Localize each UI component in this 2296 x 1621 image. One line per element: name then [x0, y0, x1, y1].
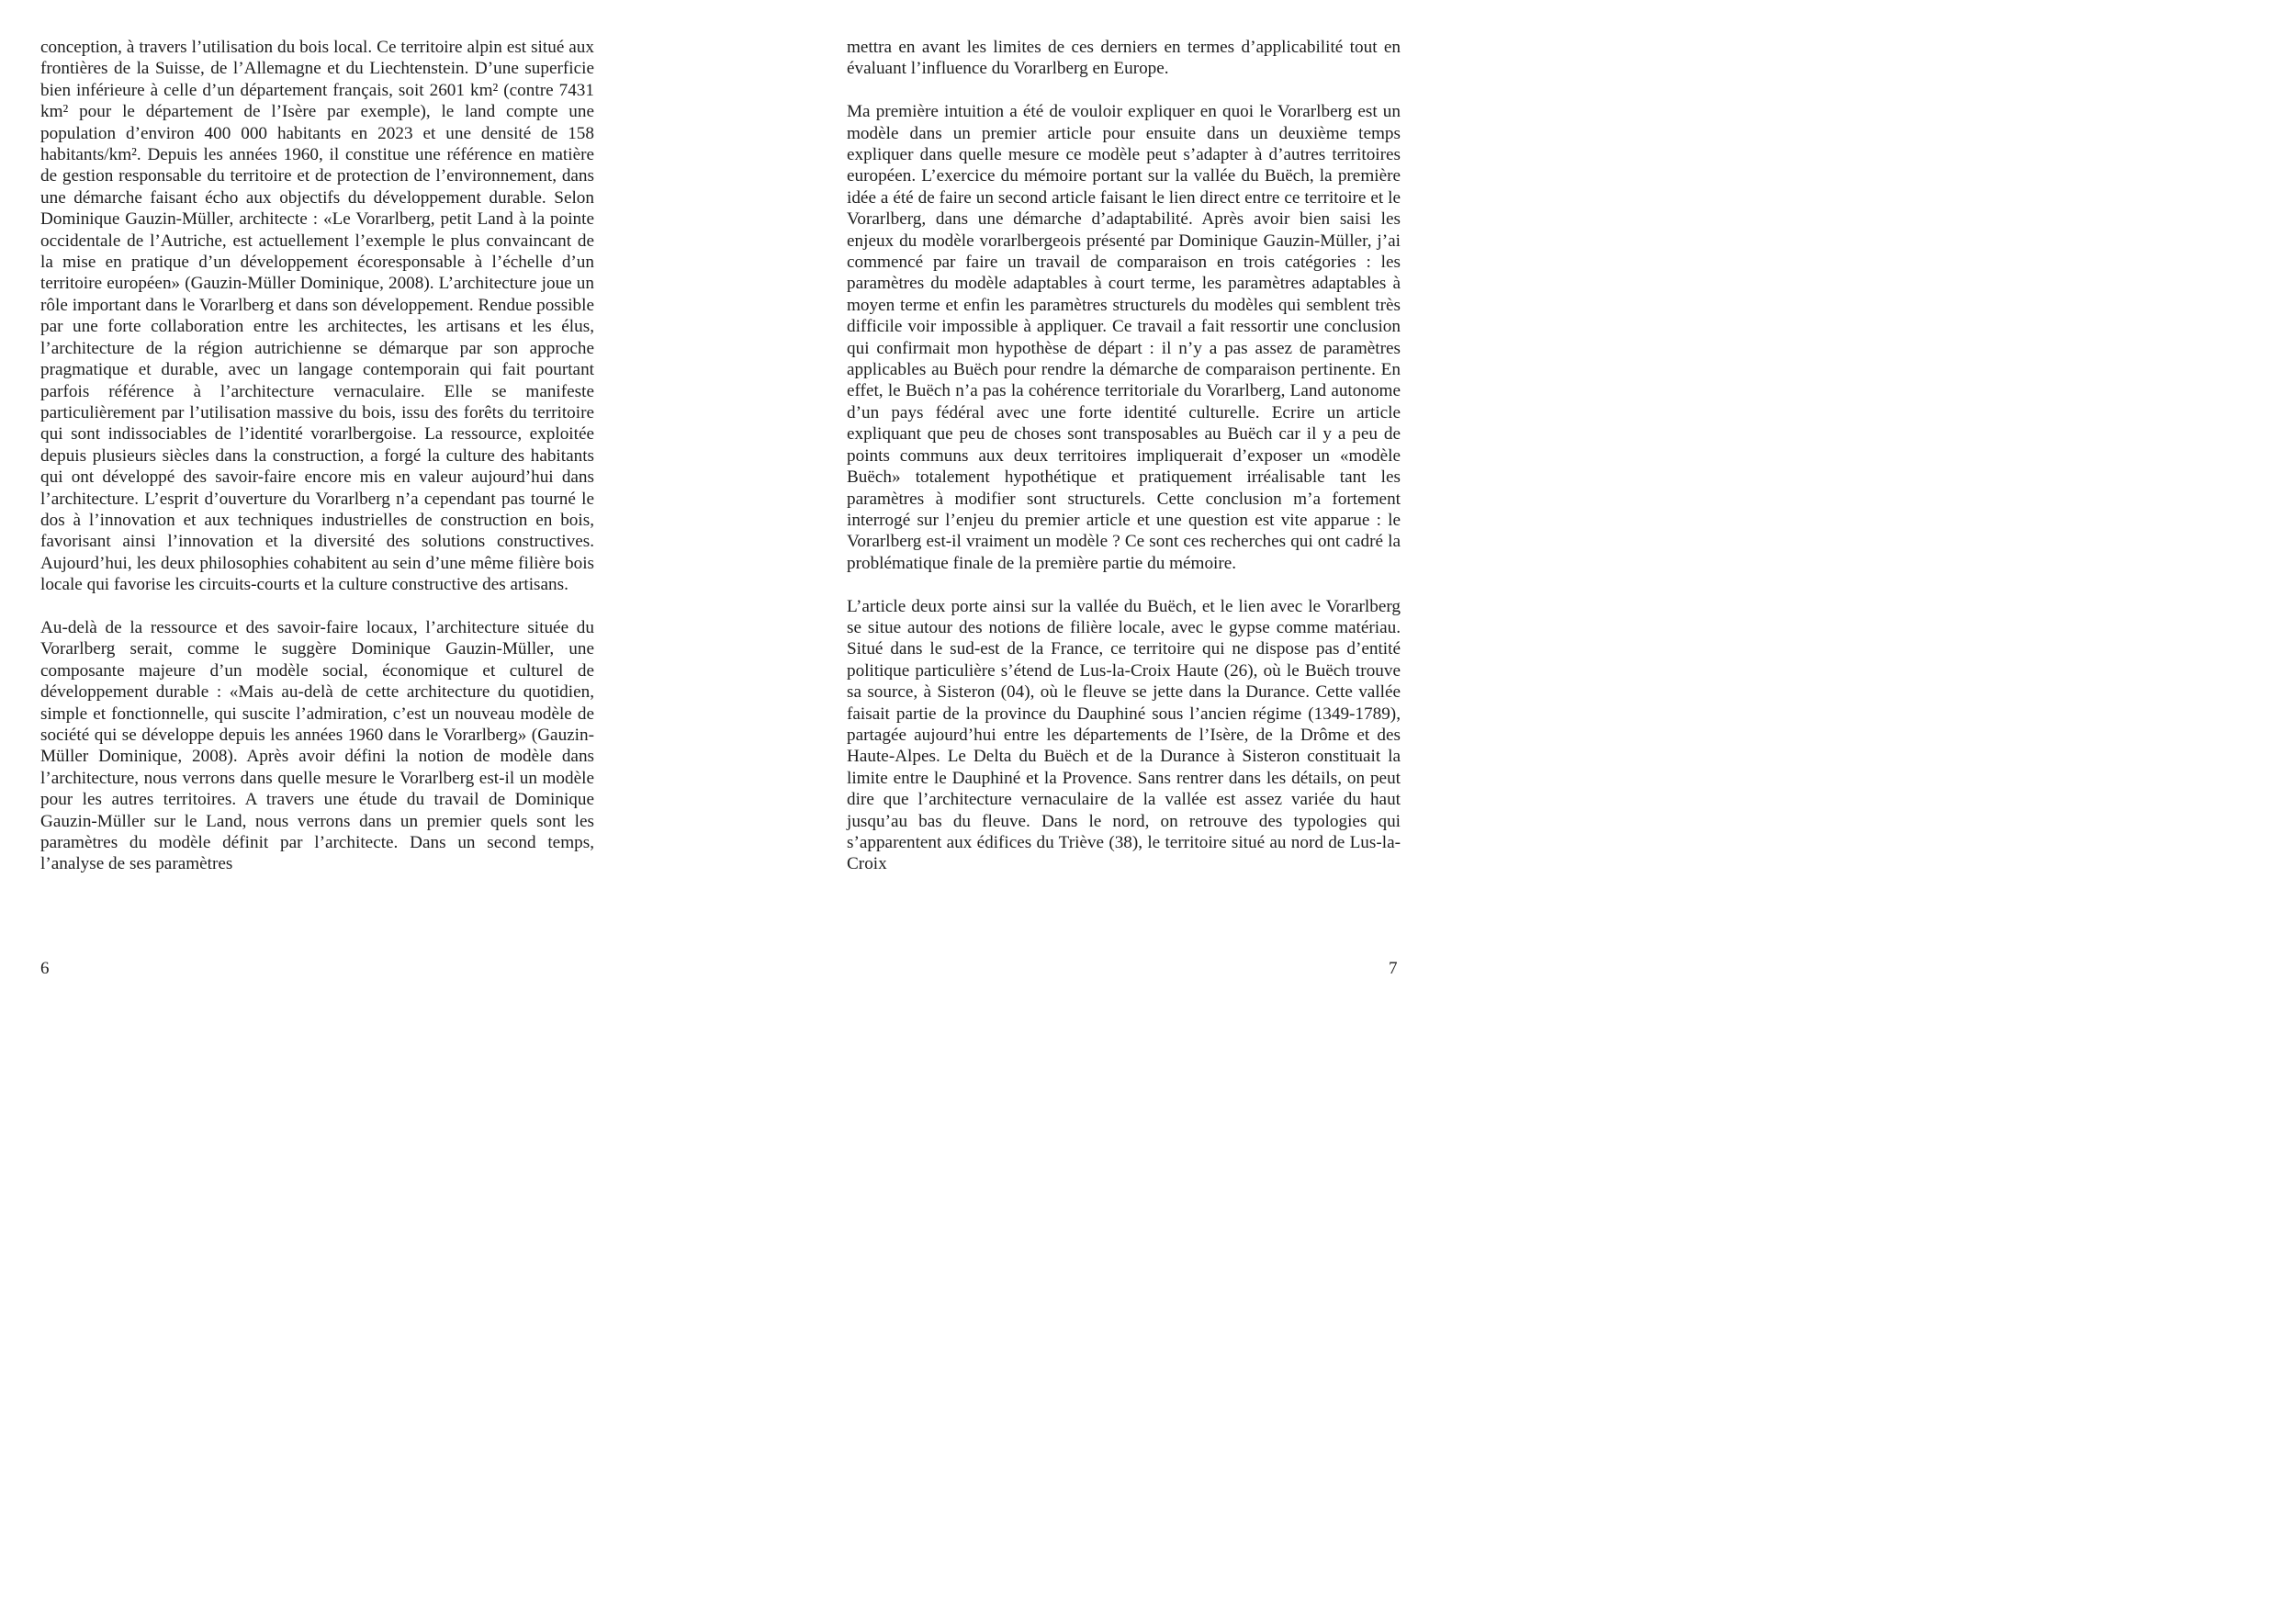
right-text-column	[847, 37, 1401, 875]
page-number-right: 7	[1389, 959, 1398, 978]
left-paragraph-1: conception, à travers l’utilisation du bois local. Ce territoire alpin est situé aux frontières de la Suisse, de l’Allemagne et du Liechtenstein. D’une superficie bien inférieure à celle d’un département français, soit 2601 km² (contre 7431 km² pour le département de l’Isère par exemple), le land compte une population d’environ 400 000 habitants en 2023 et une densité de 158 habitants/km². Depuis les années 1960, il constitue une référence en matière de gestion responsable du territoire et de protection de l’environnement, dans une démarche faisant écho aux objectifs du développement durable. Selon Dominique Gauzin-Müller, architecte : «Le Vorarlberg, petit Land à la pointe occidentale de l’Autriche, est actuellement l’exemple le plus convaincant de la mise en pratique d’un développement écoresponsable à l’échelle d’un territoire européen» (Gauzin-Müller Dominique, 2008). L’architecture joue un rôle important dans le Vorarlberg et dans son développement. Rendue possible par une forte collaboration entre les architectes, les artisans et les élus, l’architecture de la région autrichienne se démarque par son approche pragmatique et durable, avec un langage contemporain qui fait pourtant parfois référence à l’architecture vernaculaire. Elle se manifeste particulièrement par l’utilisation massive du bois, issu des forêts du territoire qui sont indissociables de l’identité vorarlbergoise. La ressource, exploitée depuis plusieurs siècles dans la construction, a forgé la culture des habitants qui ont développé des savoir-faire encore mis en valeur aujourd’hui dans l’architecture. L’esprit d’ouverture du Vorarlberg n’a cependant pas tourné le dos à l’innovation et aux techniques industrielles de construction en bois, favorisant ainsi l’innovation et la diversité des solutions constructives. Aujourd’hui, les deux philosophies cohabitent au sein d’une même filière bois locale qui favorise les circuits-courts et la culture constructive des artisans.	[40, 38, 594, 595]
right-paragraph-1: mettra en avant les limites de ces derniers en termes d’applicabilité tout en évaluant l’influence du Vorarlberg en Europe.	[847, 38, 1401, 79]
right-page	[720, 0, 1440, 1017]
left-text-column	[40, 37, 594, 875]
left-paragraph-2: Au-delà de la ressource et des savoir-faire locaux, l’architecture située du Vorarlberg serait, comme le suggère Dominique Gauzin-Müller, une composante majeure d’un modèle social, économique et culturel de développement durable : «Mais au-delà de cette architecture du quotidien, simple et fonctionnelle, qui suscite l’admiration, c’est un nouveau modèle de société qui se développe depuis les années 1960 dans le Vorarlberg» (Gauzin-Müller Dominique, 2008). Après avoir défini la notion de modèle dans l’architecture, nous verrons dans quelle mesure le Vorarlberg est-il un modèle pour les autres territoires. A travers une étude du travail de Dominique Gauzin-Müller sur le Land, nous verrons dans un premier quels sont les paramètres du modèle définit par l’architecte. Dans un second temps, l’analyse de ses paramètres	[40, 617, 594, 874]
page-number-left: 6	[40, 959, 50, 978]
right-paragraph-3: L’article deux porte ainsi sur la vallée du Buëch, et le lien avec le Vorarlberg se situe autour des notions de filière locale, avec le gypse comme matériau. Situé dans le sud-est de la France, ce territoire qui ne dispose pas d’entité politique particulière s’étend de Lus-la-Croix Haute (26), où le Buëch trouve sa source, à Sisteron (04), où le fleuve se jette dans la Durance. Cette vallée faisait partie de la province du Dauphiné sous l’ancien régime (1349-1789), partagée aujourd’hui entre les départements de l’Isère, de la Drôme et des Haute-Alpes. Le Delta du Buëch et de la Durance à Sisteron constituait la limite entre le Dauphiné et la Provence. Sans rentrer dans les détails, on peut dire que l’architecture vernaculaire de la vallée est assez variée du haut jusqu’au bas du fleuve. Dans le nord, on retrouve des typologies qui s’apparentent aux édifices du Triève (38), le territoire situé au nord de Lus-la-Croix	[847, 596, 1401, 874]
right-paragraph-2: Ma première intuition a été de vouloir expliquer en quoi le Vorarlberg est un modèle dans un premier article pour ensuite dans un deuxième temps expliquer dans quelle mesure ce modèle peut s’adapter à d’autres territoires européen. L’exercice du mémoire portant sur la vallée du Buëch, la première idée a été de faire un second article faisant le lien direct entre ce territoire et le Vorarlberg, dans une démarche d’adaptabilité. Après avoir bien saisi les enjeux du modèle vorarlbergeois présenté par Dominique Gauzin-Müller, j’ai commencé par faire un travail de comparaison en trois catégories : les paramètres du modèle adaptables à court terme, les paramètres adaptables à moyen terme et enfin les paramètres structurels du modèles qui semblent très difficile voir impossible à appliquer. Ce travail a fait ressortir une conclusion qui confirmait mon hypothèse de départ : il n’y a pas assez de paramètres applicables au Buëch pour rendre la démarche de comparaison pertinente. En effet, le Buëch n’a pas la cohérence territoriale du Vorarlberg, Land autonome d’un pays fédéral avec une forte identité culturelle. Ecrire un article expliquant que peu de choses sont transposables au Buëch car il y a peu de points communs aux deux territoires impliquerait d’exposer un «modèle Buëch» totalement hypothétique et pratiquement irréalisable tant les paramètres à modifier sont structurels. Cette conclusion m’a fortement interrogé sur l’enjeu du premier article et une question est vite apparue : le Vorarlberg est-il vraiment un modèle ? Ce sont ces recherches qui ont cadré la problématique finale de la première partie du mémoire.	[847, 102, 1401, 573]
left-page	[0, 0, 720, 1017]
book-spread	[0, 0, 1440, 1017]
